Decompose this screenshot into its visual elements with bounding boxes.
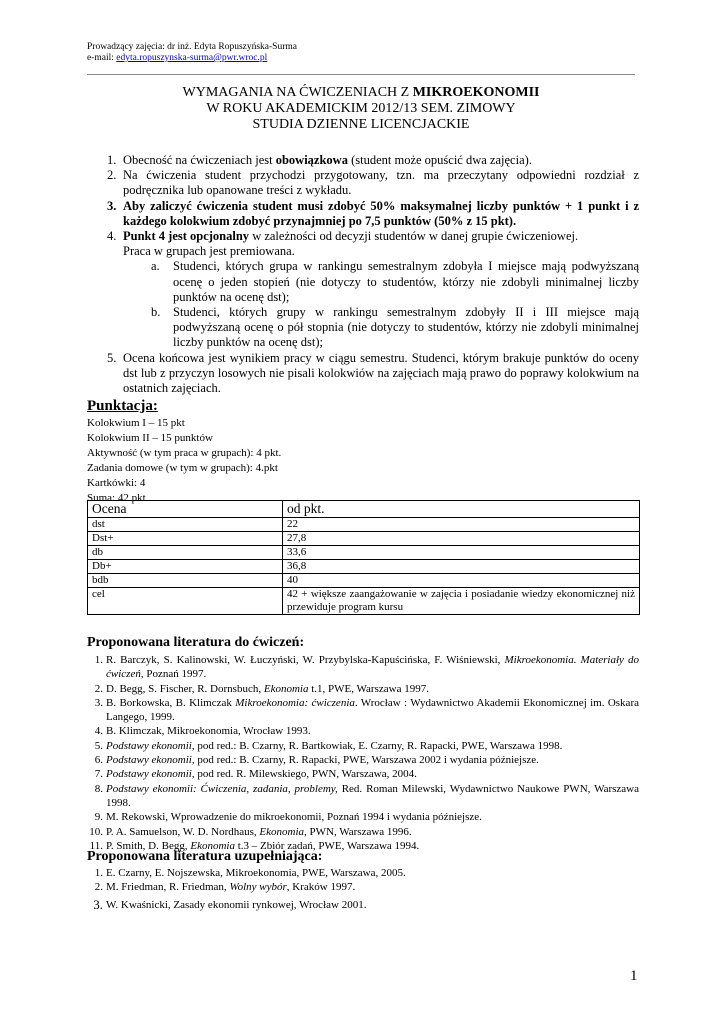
table-row xyxy=(88,518,640,532)
literature-item: 3. B. Borkowska, B. Klimczak Mikroekonomia: ćwiczenia. Wrocław : Wydawnictwo Akademii Ekonomicznej im. Oskara Langego, 1999. xyxy=(94,696,639,724)
requirement-4: 4. Punkt 4 jest opcjonalny w zależności od decyzji studentów w danej grupie ćwiczeniowej. Praca w grupach jest premiowana. xyxy=(107,229,579,259)
requirement-2: 2. Na ćwiczenia student przychodzi przygotowany, tzn. ma przeczytany odpowiedni rozdział z podręcznika lub opanowane treści z wykładu. xyxy=(107,168,639,198)
literature-item: 3. W. Kwaśnicki, Zasady ekonomii rynkowej, Wrocław 2001. xyxy=(93,896,367,912)
requirement-4a: a. Studenci, których grupa w rankingu semestralnym zdobyła I miejsce mają podwyższaną ocenę o jeden stopień (nie dotyczy to studentów, którzy nie zdobyli minimalnej liczby punktów na ocenę dst); xyxy=(151,259,639,304)
scoring-line: Kolokwium II – 15 punktów xyxy=(87,432,213,444)
requirements-list xyxy=(87,153,639,396)
scoring-line: Kolokwium I – 15 pkt xyxy=(87,417,185,429)
scoring-heading: Punktacja: xyxy=(87,398,158,414)
grade-cell: cel xyxy=(88,588,283,615)
grade-cell: Db+ xyxy=(88,560,283,574)
table-row xyxy=(88,560,640,574)
grades-table xyxy=(87,500,640,615)
scoring-line: Aktywność (w tym praca w grupach): 4 pkt. xyxy=(87,447,282,459)
literature-list xyxy=(87,653,639,853)
header-divider xyxy=(87,74,635,75)
requirement-5: 5. Ocena końcowa jest wynikiem pracy w ciągu semestru. Studenci, którym brakuje punktów do oceny dst lub z przyczyn losowych nie pisali kolokwiów na zajęciach mają prawo do poprawy kolokwium na ostatnich zajęciach. xyxy=(107,350,639,396)
title-subject: MIKROEKONOMII xyxy=(412,85,540,100)
extra-literature-heading: Proponowana literatura uzupełniająca: xyxy=(87,849,323,864)
table-row xyxy=(88,588,640,615)
points-cell: 42 + większe zaangażowanie w zajęcia i posiadanie wiedzy ekonomicznej niż przewiduje program kursu xyxy=(283,588,640,615)
page-header xyxy=(87,42,297,64)
literature-item: 6. Podstawy ekonomii, pod red.: B. Czarny, R. Rapacki, PWE, Warszawa 2002 i wydania późniejsze. xyxy=(94,754,539,767)
grade-cell: db xyxy=(88,546,283,560)
requirement-1: 1. Obecność na ćwiczeniach jest obowiązkowa (student może opuścić dwa zajęcia). xyxy=(107,153,532,167)
scoring-line: Kartkówki: 4 xyxy=(87,477,146,489)
grade-cell: dst xyxy=(88,518,283,532)
literature-item: 5. Podstawy ekonomii, pod red.: B. Czarny, R. Bartkowiak, E. Czarny, R. Rapacki, PWE, Warszawa 1998. xyxy=(94,739,563,752)
document-title xyxy=(87,85,635,133)
literature-item: 7. Podstawy ekonomii, pod red. R. Milewskiego, PWN, Warszawa, 2004. xyxy=(94,768,417,781)
literature-item: 1. E. Czarny, E. Nojszewska, Mikroekonomia, PWE, Warszawa, 2005. xyxy=(94,867,406,879)
points-cell: 36,8 xyxy=(283,560,640,574)
title-line-3: STUDIA DZIENNE LICENCJACKIE xyxy=(252,117,470,132)
page-number: 1 xyxy=(630,968,638,984)
literature-heading: Proponowana literatura do ćwiczeń: xyxy=(87,635,305,650)
points-cell: 40 xyxy=(283,574,640,588)
scoring-line: Suma: 42 pkt xyxy=(87,492,146,504)
table-row xyxy=(88,532,640,546)
title-line-2: W ROKU AKADEMICKIM 2012/13 SEM. ZIMOWY xyxy=(206,101,516,116)
requirement-3: 3. Aby zaliczyć ćwiczenia student musi zdobyć 50% maksymalnej liczby punktów + 1 punkt i z każdego kolokwium zdobyć przynajmniej po 7,5 punktów (50% z 15 pkt). xyxy=(107,198,639,228)
table-header-cell: Ocena xyxy=(88,501,283,518)
requirement-4b: b. Studenci, których grupy w rankingu semestralnym zdobyły II i III miejsce mają podwyższaną ocenę o pół stopnia (nie dotyczy to studentów, którzy nie zdobyli minimalnej liczby punktów na ocenę dst); xyxy=(151,305,639,350)
literature-item: 9. M. Rekowski, Wprowadzenie do mikroekonomii, Poznań 1994 i wydania późniejsze. xyxy=(94,811,482,824)
scoring-line: Zadania domowe (w tym w grupach): 4.pkt xyxy=(87,462,278,474)
table-header-cell: od pkt. xyxy=(283,501,640,518)
table-header-row xyxy=(88,501,640,518)
points-cell: 22 xyxy=(283,518,640,532)
literature-item: 2. D. Begg, S. Fischer, R. Dornsbuch, Ekonomia t.1, PWE, Warszawa 1997. xyxy=(94,682,429,695)
literature-item: 10. P. A. Samuelson, W. D. Nordhaus, Ekonomia, PWN, Warszawa 1996. xyxy=(89,825,412,838)
scoring-list xyxy=(87,416,281,506)
table-row xyxy=(88,546,640,560)
table-row xyxy=(88,574,640,588)
literature-item: 2. M. Friedman, R. Friedman, Wolny wybór, Kraków 1997. xyxy=(94,881,356,894)
email-line xyxy=(87,53,297,64)
grade-cell: Dst+ xyxy=(88,532,283,546)
email-label: e-mail: xyxy=(87,53,117,63)
literature-item: 1. R. Barczyk, S. Kalinowski, W. Łuczyński, W. Przybylska-Kapuścińska, F. Wiśniewski, Mikroekonomia. Materiały do ćwiczeń, Poznań 1997. xyxy=(94,654,639,681)
email-link[interactable]: edyta.ropuszynska-surma@pwr.wroc.pl xyxy=(116,53,268,63)
literature-item: 4. B. Klimczak, Mikroekonomia, Wrocław 1993. xyxy=(94,725,311,738)
points-cell: 27,8 xyxy=(283,532,640,546)
literature-item: 8. Podstawy ekonomii: Ćwiczenia, zadania, problemy, Red. Roman Milewski, Wydawnictwo Naukowe PWN, Warszawa 1998. xyxy=(94,782,640,809)
literature-item: 11. P. Smith, D. Begg, Ekonomia t.3 – Zbiór zadań, PWE, Warszawa 1994. xyxy=(89,839,420,852)
title-line-1: WYMAGANIA NA ĆWICZENIACH Z MIKROEKONOMII xyxy=(182,85,540,100)
grade-cell: bdb xyxy=(88,574,283,588)
points-cell: 33,6 xyxy=(283,546,640,560)
teacher-line: Prowadzący zajęcia: dr inż. Edyta Ropuszyńska-Surma xyxy=(87,42,297,52)
extra-literature-list xyxy=(87,866,639,912)
